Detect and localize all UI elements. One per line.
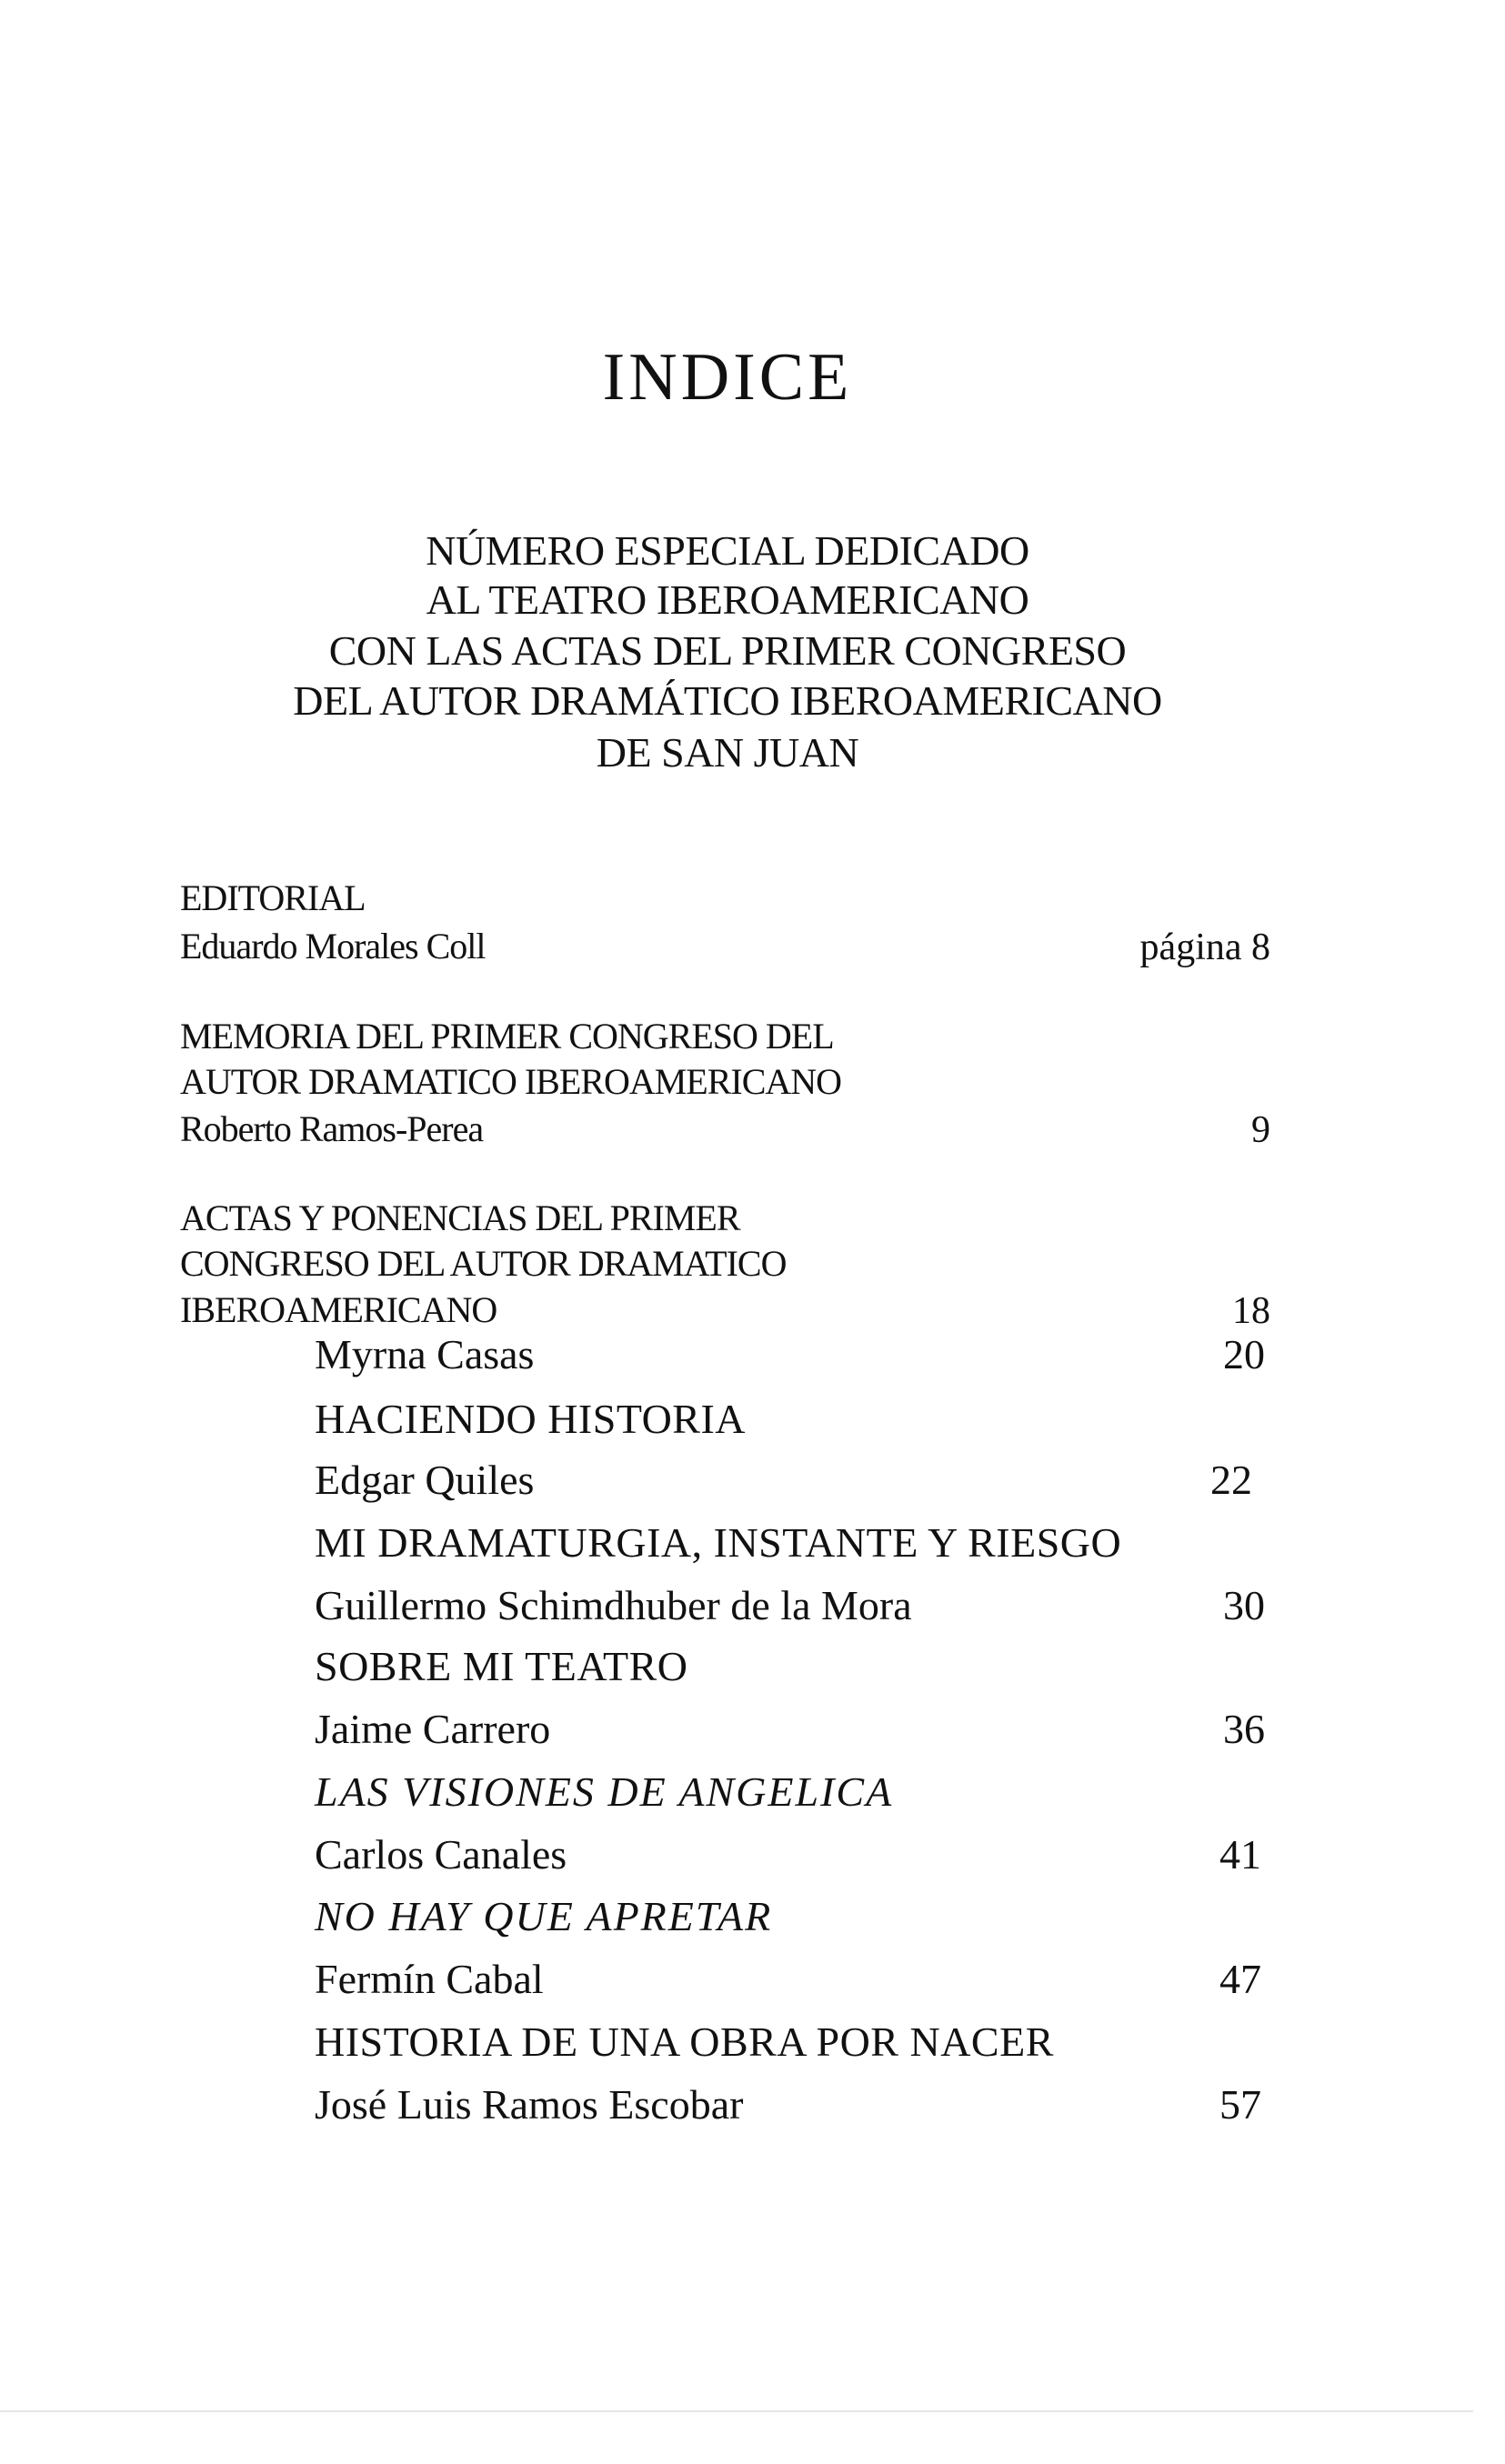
toc-page-number: 20 (1223, 1331, 1265, 1377)
subtitle-line: DE SAN JUAN (596, 729, 859, 776)
toc-page-number: 9 (1251, 1109, 1270, 1151)
toc-page-number: 57 (1219, 2081, 1261, 2128)
toc-author: José Luis Ramos Escobar (315, 2081, 744, 2128)
toc-author: Roberto Ramos-Perea (180, 1108, 484, 1149)
toc-heading-memoria: MEMORIA DEL PRIMER CONGRESO DEL (180, 1016, 834, 1057)
toc-author: Guillermo Schimdhuber de la Mora (315, 1582, 912, 1628)
toc-author: Myrna Casas (315, 1331, 535, 1377)
toc-author: Carlos Canales (315, 1831, 567, 1878)
toc-page-number: 41 (1219, 1831, 1261, 1878)
page-edge-divider (0, 2410, 1473, 2412)
toc-heading-actas: IBEROAMERICANO (180, 1289, 497, 1330)
toc-title: NO HAY QUE APRETAR (315, 1893, 773, 1939)
toc-heading-actas: CONGRESO DEL AUTOR DRAMATICO (180, 1243, 787, 1284)
toc-title: LAS VISIONES DE ANGELICA (315, 1768, 894, 1815)
toc-title: HISTORIA DE UNA OBRA POR NACER (315, 2018, 1054, 2065)
toc-title: SOBRE MI TEATRO (315, 1643, 688, 1689)
toc-heading-actas: ACTAS Y PONENCIAS DEL PRIMER (180, 1197, 740, 1238)
subtitle-line: DEL AUTOR DRAMÁTICO IBEROAMERICANO (293, 677, 1162, 724)
toc-author: Fermín Cabal (315, 1956, 544, 2002)
toc-page-number: 22 (1210, 1457, 1252, 1503)
toc-page-number: 47 (1219, 1956, 1261, 2002)
toc-title: MI DRAMATURGIA, INSTANTE Y RIESGO (315, 1519, 1122, 1566)
toc-author: Eduardo Morales Coll (180, 926, 486, 967)
toc-heading-memoria: AUTOR DRAMATICO IBEROAMERICANO (180, 1061, 842, 1102)
toc-author: Edgar Quiles (315, 1457, 535, 1503)
subtitle-line: NÚMERO ESPECIAL DEDICADO (426, 527, 1029, 574)
page-title: INDICE (602, 340, 853, 415)
toc-heading-editorial: EDITORIAL (180, 877, 366, 918)
subtitle-line: AL TEATRO IBEROAMERICANO (426, 576, 1029, 623)
toc-page-number: 36 (1223, 1706, 1265, 1752)
toc-page-number: 18 (1232, 1290, 1270, 1332)
toc-title: HACIENDO HISTORIA (315, 1396, 747, 1442)
subtitle-line: CON LAS ACTAS DEL PRIMER CONGRESO (328, 627, 1127, 674)
toc-page-number: página 8 (1139, 927, 1270, 968)
toc-page-number: 30 (1223, 1582, 1265, 1628)
toc-author: Jaime Carrero (315, 1706, 551, 1752)
